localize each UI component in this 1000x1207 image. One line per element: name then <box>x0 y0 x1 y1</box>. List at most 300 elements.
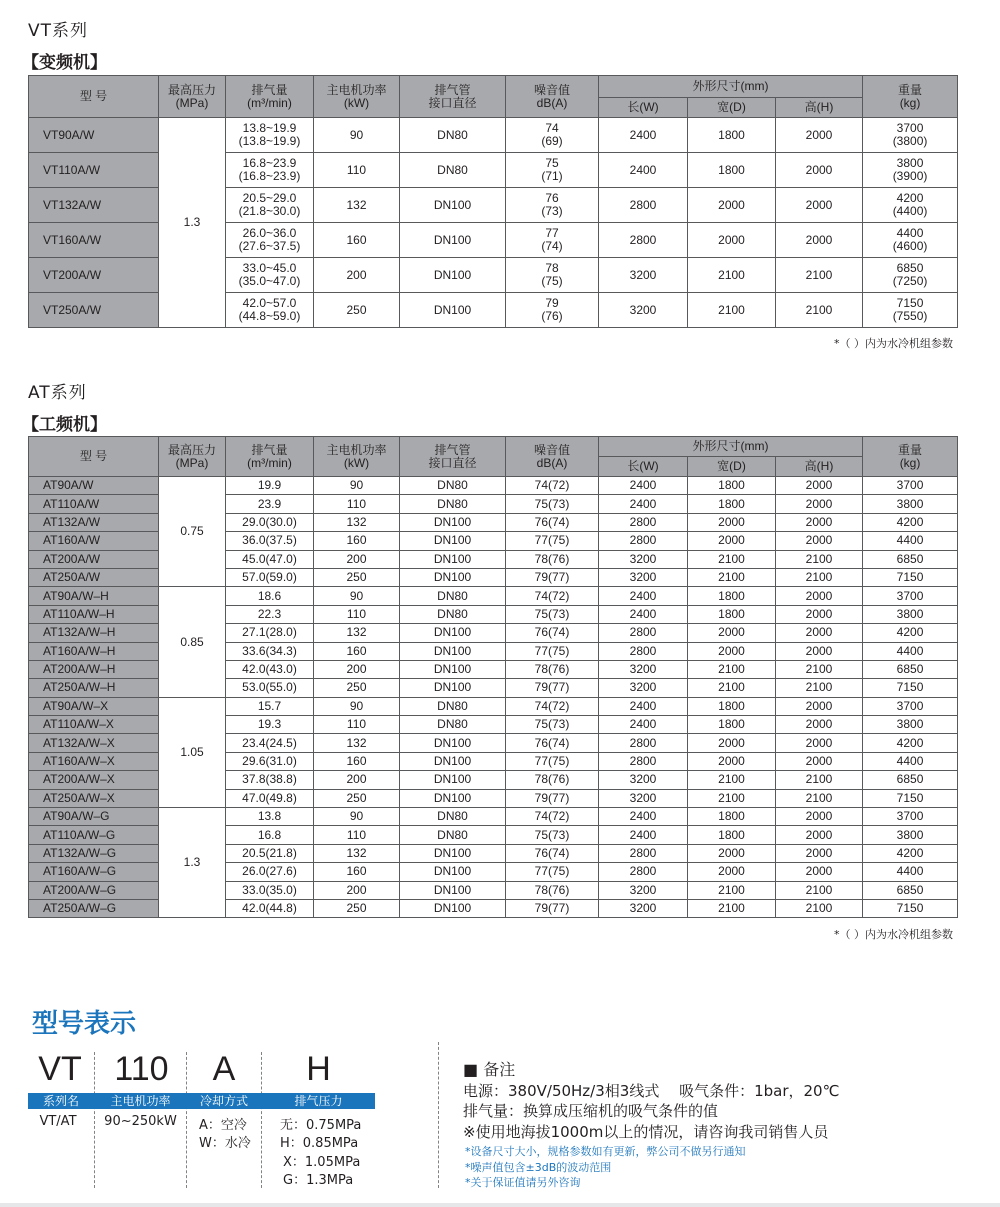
weight-cell: 3800 (3900) <box>863 153 958 188</box>
flow-cell: 23.4(24.5) <box>226 734 314 752</box>
power-cell: 250 <box>314 293 400 328</box>
width-cell: 2100 <box>688 679 776 697</box>
pipe-cell: DN100 <box>400 568 506 586</box>
length-cell: 2400 <box>599 153 688 188</box>
pressure-g: G：1.3MPa <box>283 1173 354 1188</box>
length-cell: 2800 <box>599 532 688 550</box>
pipe-cell: DN100 <box>400 550 506 568</box>
weight-cell: 7150 <box>863 899 958 917</box>
height-cell: 2100 <box>776 568 863 586</box>
pipe-cell: DN100 <box>400 679 506 697</box>
pipe-cell: DN100 <box>400 863 506 881</box>
noise-cell: 76(74) <box>506 734 599 752</box>
flow-cell: 13.8~19.9 (13.8~19.9) <box>226 118 314 153</box>
header-noise: 噪音值 dB(A) <box>506 76 599 118</box>
power-cell: 132 <box>314 844 400 862</box>
height-cell: 2100 <box>776 550 863 568</box>
length-cell: 3200 <box>599 660 688 678</box>
series-value: VT/AT <box>39 1114 77 1129</box>
length-cell: 2400 <box>599 697 688 715</box>
flow-cell: 29.0(30.0) <box>226 513 314 531</box>
power-cell: 90 <box>314 808 400 826</box>
noise-cell: 75(73) <box>506 605 599 623</box>
length-cell: 2400 <box>599 605 688 623</box>
header-width: 宽(D) <box>688 457 776 477</box>
width-cell: 2000 <box>688 513 776 531</box>
noise-cell: 79 (76) <box>506 293 599 328</box>
label-series: 系列名 <box>42 1094 79 1108</box>
noise-cell: 74(72) <box>506 808 599 826</box>
width-cell: 1800 <box>688 495 776 513</box>
flow-cell: 20.5(21.8) <box>226 844 314 862</box>
power-value: 90~250kW <box>104 1114 177 1129</box>
pipe-cell: DN80 <box>400 587 506 605</box>
noise-cell: 74(72) <box>506 697 599 715</box>
length-cell: 3200 <box>599 293 688 328</box>
code-pressure: H <box>306 1050 331 1088</box>
pipe-cell: DN80 <box>400 153 506 188</box>
weight-cell: 3700 <box>863 808 958 826</box>
model-cell: AT132A/W <box>29 513 159 531</box>
power-cell: 132 <box>314 624 400 642</box>
height-cell: 2000 <box>776 808 863 826</box>
flow-cell: 22.3 <box>226 605 314 623</box>
pipe-cell: DN100 <box>400 513 506 531</box>
noise-cell: 78 (75) <box>506 258 599 293</box>
width-cell: 2100 <box>688 550 776 568</box>
power-cell: 90 <box>314 477 400 495</box>
pipe-cell: DN100 <box>400 899 506 917</box>
width-cell: 2100 <box>688 789 776 807</box>
width-cell: 1800 <box>688 808 776 826</box>
model-cell: AT250A/W <box>29 568 159 586</box>
at-spec-table <box>28 436 958 918</box>
noise-cell: 79(77) <box>506 568 599 586</box>
model-cell: AT160A/W–H <box>29 642 159 660</box>
length-cell: 3200 <box>599 789 688 807</box>
pipe-cell: DN100 <box>400 188 506 223</box>
height-cell: 2000 <box>776 495 863 513</box>
length-cell: 2800 <box>599 513 688 531</box>
pipe-cell: DN80 <box>400 697 506 715</box>
model-cell: AT110A/W–G <box>29 826 159 844</box>
pressure-cell: 1.3 <box>159 808 226 918</box>
pressure-cell: 1.3 <box>159 118 226 328</box>
length-cell: 2400 <box>599 495 688 513</box>
power-cell: 132 <box>314 188 400 223</box>
code-series: VT <box>38 1050 82 1088</box>
header-height: 高(H) <box>776 98 863 118</box>
height-cell: 2100 <box>776 771 863 789</box>
power-cell: 90 <box>314 587 400 605</box>
noise-cell: 76(74) <box>506 624 599 642</box>
power-cell: 160 <box>314 863 400 881</box>
header-weight: 重量 (kg) <box>863 437 958 477</box>
height-cell: 2000 <box>776 587 863 605</box>
noise-cell: 78(76) <box>506 881 599 899</box>
pipe-cell: DN80 <box>400 477 506 495</box>
width-cell: 2100 <box>688 899 776 917</box>
width-cell: 1800 <box>688 587 776 605</box>
width-cell: 2100 <box>688 293 776 328</box>
model-cell: AT110A/W–H <box>29 605 159 623</box>
flow-cell: 29.6(31.0) <box>226 752 314 770</box>
weight-cell: 6850 <box>863 881 958 899</box>
flow-cell: 18.6 <box>226 587 314 605</box>
header-model: 型 号 <box>29 437 159 477</box>
model-cell: VT200A/W <box>29 258 159 293</box>
noise-cell: 79(77) <box>506 789 599 807</box>
pipe-cell: DN80 <box>400 118 506 153</box>
height-cell: 2100 <box>776 660 863 678</box>
height-cell: 2000 <box>776 223 863 258</box>
pipe-cell: DN80 <box>400 808 506 826</box>
weight-cell: 4200 <box>863 513 958 531</box>
pipe-cell: DN100 <box>400 881 506 899</box>
length-cell: 3200 <box>599 881 688 899</box>
header-width: 宽(D) <box>688 98 776 118</box>
noise-cell: 76(74) <box>506 513 599 531</box>
length-cell: 2400 <box>599 716 688 734</box>
pressure-cell: 0.75 <box>159 477 226 587</box>
length-cell: 2400 <box>599 826 688 844</box>
header-weight: 重量 (kg) <box>863 76 958 118</box>
length-cell: 2800 <box>599 624 688 642</box>
power-cell: 110 <box>314 605 400 623</box>
length-cell: 2400 <box>599 477 688 495</box>
flow-cell: 42.0(43.0) <box>226 660 314 678</box>
weight-cell: 3800 <box>863 716 958 734</box>
length-cell: 2800 <box>599 642 688 660</box>
model-cell: AT90A/W–X <box>29 697 159 715</box>
length-cell: 3200 <box>599 258 688 293</box>
height-cell: 2000 <box>776 153 863 188</box>
note-altitude: ※使用地海拔1000m以上的情况，请咨询我司销售人员 <box>463 1123 829 1141</box>
height-cell: 2000 <box>776 513 863 531</box>
power-cell: 90 <box>314 697 400 715</box>
divider <box>186 1052 187 1188</box>
label-cooling: 冷却方式 <box>199 1094 248 1108</box>
table-row <box>29 118 958 153</box>
flow-cell: 33.0~45.0 (35.0~47.0) <box>226 258 314 293</box>
noise-cell: 77(75) <box>506 642 599 660</box>
power-cell: 110 <box>314 716 400 734</box>
noise-cell: 75(73) <box>506 495 599 513</box>
noise-cell: 75(73) <box>506 716 599 734</box>
flow-cell: 16.8~23.9 (16.8~23.9) <box>226 153 314 188</box>
flow-cell: 13.8 <box>226 808 314 826</box>
table-row <box>29 477 958 495</box>
height-cell: 2100 <box>776 293 863 328</box>
pipe-cell: DN100 <box>400 752 506 770</box>
pipe-cell: DN100 <box>400 734 506 752</box>
legend-heading: 型号表示 <box>32 1009 137 1039</box>
model-cell: VT250A/W <box>29 293 159 328</box>
label-pressure: 排气压力 <box>294 1094 343 1108</box>
power-cell: 250 <box>314 568 400 586</box>
model-cell: AT250A/W–H <box>29 679 159 697</box>
noise-cell: 74(72) <box>506 587 599 605</box>
width-cell: 1800 <box>688 118 776 153</box>
pipe-cell: DN100 <box>400 258 506 293</box>
model-cell: VT132A/W <box>29 188 159 223</box>
table-row <box>29 697 958 715</box>
pipe-cell: DN100 <box>400 293 506 328</box>
power-cell: 132 <box>314 513 400 531</box>
flow-cell: 57.0(59.0) <box>226 568 314 586</box>
weight-cell: 4200 <box>863 624 958 642</box>
weight-cell: 7150 <box>863 568 958 586</box>
height-cell: 2000 <box>776 532 863 550</box>
power-cell: 132 <box>314 734 400 752</box>
noise-cell: 78(76) <box>506 660 599 678</box>
header-power: 主电机功率 (kW) <box>314 437 400 477</box>
height-cell: 2100 <box>776 258 863 293</box>
flow-cell: 16.8 <box>226 826 314 844</box>
weight-cell: 4200 <box>863 734 958 752</box>
weight-cell: 3800 <box>863 826 958 844</box>
width-cell: 1800 <box>688 477 776 495</box>
weight-cell: 3700 <box>863 587 958 605</box>
length-cell: 2800 <box>599 752 688 770</box>
width-cell: 1800 <box>688 153 776 188</box>
height-cell: 2000 <box>776 752 863 770</box>
table-row <box>29 808 958 826</box>
vt-footnote: *（ ）内为水冷机组参数 <box>834 337 953 350</box>
notes-title: ■ 备注 <box>463 1060 516 1079</box>
header-height: 高(H) <box>776 457 863 477</box>
noise-cell: 75(73) <box>506 826 599 844</box>
weight-cell: 4400 (4600) <box>863 223 958 258</box>
flow-cell: 36.0(37.5) <box>226 532 314 550</box>
height-cell: 2100 <box>776 881 863 899</box>
model-cell: AT132A/W–H <box>29 624 159 642</box>
width-cell: 2000 <box>688 734 776 752</box>
height-cell: 2000 <box>776 642 863 660</box>
height-cell: 2000 <box>776 188 863 223</box>
power-cell: 250 <box>314 789 400 807</box>
power-cell: 160 <box>314 642 400 660</box>
header-length: 长(W) <box>599 98 688 118</box>
flow-cell: 15.7 <box>226 697 314 715</box>
length-cell: 2800 <box>599 734 688 752</box>
noise-cell: 79(77) <box>506 679 599 697</box>
flow-cell: 33.6(34.3) <box>226 642 314 660</box>
weight-cell: 7150 <box>863 679 958 697</box>
power-cell: 110 <box>314 826 400 844</box>
weight-cell: 3800 <box>863 495 958 513</box>
weight-cell: 3700 <box>863 697 958 715</box>
weight-cell: 3700 <box>863 477 958 495</box>
power-cell: 160 <box>314 223 400 258</box>
note-power: 电源：380V/50Hz/3相3线式 吸气条件：1bar，20℃ <box>463 1082 840 1100</box>
note-small-3: *关于保证值请另外咨询 <box>465 1176 581 1189</box>
weight-cell: 4400 <box>863 532 958 550</box>
noise-cell: 74 (69) <box>506 118 599 153</box>
model-cell: AT110A/W–X <box>29 716 159 734</box>
width-cell: 2000 <box>688 223 776 258</box>
width-cell: 1800 <box>688 826 776 844</box>
pipe-cell: DN100 <box>400 532 506 550</box>
notes-separator <box>438 1042 439 1188</box>
weight-cell: 4400 <box>863 863 958 881</box>
flow-cell: 26.0~36.0 (27.6~37.5) <box>226 223 314 258</box>
header-dimensions: 外形尺寸(mm) <box>599 437 863 457</box>
pipe-cell: DN100 <box>400 642 506 660</box>
length-cell: 3200 <box>599 550 688 568</box>
height-cell: 2100 <box>776 899 863 917</box>
height-cell: 2000 <box>776 844 863 862</box>
weight-cell: 3800 <box>863 605 958 623</box>
power-cell: 160 <box>314 752 400 770</box>
width-cell: 2000 <box>688 863 776 881</box>
model-cell: AT132A/W–G <box>29 844 159 862</box>
width-cell: 2000 <box>688 752 776 770</box>
power-cell: 110 <box>314 495 400 513</box>
code-cooling: A <box>212 1050 236 1088</box>
length-cell: 2400 <box>599 118 688 153</box>
height-cell: 2100 <box>776 789 863 807</box>
label-power: 主电机功率 <box>110 1094 171 1108</box>
model-cell: AT200A/W–X <box>29 771 159 789</box>
header-pipe: 排气管 接口直径 <box>400 437 506 477</box>
cooling-air: A：空冷 <box>199 1118 247 1133</box>
pressure-x: X：1.05MPa <box>283 1155 361 1170</box>
length-cell: 2400 <box>599 808 688 826</box>
flow-cell: 19.3 <box>226 716 314 734</box>
model-cell: AT200A/W–H <box>29 660 159 678</box>
divider <box>261 1052 262 1188</box>
model-cell: AT90A/W <box>29 477 159 495</box>
pipe-cell: DN80 <box>400 716 506 734</box>
length-cell: 2800 <box>599 188 688 223</box>
power-cell: 200 <box>314 660 400 678</box>
noise-cell: 75 (71) <box>506 153 599 188</box>
header-flow: 排气量 (m³/min) <box>226 76 314 118</box>
at-footnote: *（ ）内为水冷机组参数 <box>834 928 953 941</box>
weight-cell: 4400 <box>863 752 958 770</box>
noise-cell: 77(75) <box>506 863 599 881</box>
model-cell: AT250A/W–G <box>29 899 159 917</box>
model-cell: VT110A/W <box>29 153 159 188</box>
weight-cell: 7150 (7550) <box>863 293 958 328</box>
model-cell: AT110A/W <box>29 495 159 513</box>
width-cell: 1800 <box>688 697 776 715</box>
length-cell: 2800 <box>599 223 688 258</box>
flow-cell: 27.1(28.0) <box>226 624 314 642</box>
length-cell: 3200 <box>599 568 688 586</box>
height-cell: 2000 <box>776 734 863 752</box>
height-cell: 2000 <box>776 716 863 734</box>
weight-cell: 3700 (3800) <box>863 118 958 153</box>
height-cell: 2000 <box>776 605 863 623</box>
pipe-cell: DN100 <box>400 624 506 642</box>
length-cell: 3200 <box>599 679 688 697</box>
length-cell: 2800 <box>599 844 688 862</box>
pipe-cell: DN80 <box>400 605 506 623</box>
flow-cell: 42.0~57.0 (44.8~59.0) <box>226 293 314 328</box>
header-pressure: 最高压力 (MPa) <box>159 437 226 477</box>
bottom-band <box>0 1203 1000 1207</box>
vt-subtitle: 【变频机】 <box>22 53 107 73</box>
weight-cell: 6850 <box>863 550 958 568</box>
note-flow: 排气量：换算成压缩机的吸气条件的值 <box>463 1102 719 1120</box>
model-cell: AT90A/W–G <box>29 808 159 826</box>
model-cell: AT132A/W–X <box>29 734 159 752</box>
model-cell: VT160A/W <box>29 223 159 258</box>
model-cell: AT200A/W–G <box>29 881 159 899</box>
flow-cell: 33.0(35.0) <box>226 881 314 899</box>
header-pipe: 排气管 接口直径 <box>400 76 506 118</box>
height-cell: 2000 <box>776 477 863 495</box>
noise-cell: 74(72) <box>506 477 599 495</box>
width-cell: 1800 <box>688 605 776 623</box>
at-subtitle: 【工频机】 <box>22 415 107 435</box>
model-cell: AT160A/W–X <box>29 752 159 770</box>
model-cell: AT250A/W–X <box>29 789 159 807</box>
width-cell: 2000 <box>688 532 776 550</box>
weight-cell: 7150 <box>863 789 958 807</box>
model-cell: AT200A/W <box>29 550 159 568</box>
flow-cell: 45.0(47.0) <box>226 550 314 568</box>
width-cell: 2100 <box>688 771 776 789</box>
pressure-none: 无：0.75MPa <box>280 1118 362 1133</box>
flow-cell: 20.5~29.0 (21.8~30.0) <box>226 188 314 223</box>
flow-cell: 19.9 <box>226 477 314 495</box>
width-cell: 2000 <box>688 188 776 223</box>
weight-cell: 6850 <box>863 660 958 678</box>
width-cell: 1800 <box>688 716 776 734</box>
pressure-cell: 1.05 <box>159 697 226 807</box>
noise-cell: 77 (74) <box>506 223 599 258</box>
noise-cell: 77(75) <box>506 532 599 550</box>
noise-cell: 77(75) <box>506 752 599 770</box>
power-cell: 90 <box>314 118 400 153</box>
model-cell: AT90A/W–H <box>29 587 159 605</box>
power-cell: 200 <box>314 771 400 789</box>
noise-cell: 76(74) <box>506 844 599 862</box>
pressure-h: H：0.85MPa <box>280 1136 359 1151</box>
header-pressure: 最高压力 (MPa) <box>159 76 226 118</box>
note-small-1: *设备尺寸大小，规格参数如有更新，弊公司不做另行通知 <box>465 1145 746 1158</box>
power-cell: 200 <box>314 258 400 293</box>
width-cell: 2100 <box>688 258 776 293</box>
width-cell: 2000 <box>688 642 776 660</box>
vt-spec-table <box>28 75 958 328</box>
note-small-2: *噪声值包含±3dB的波动范围 <box>465 1161 612 1174</box>
width-cell: 2100 <box>688 881 776 899</box>
flow-cell: 23.9 <box>226 495 314 513</box>
noise-cell: 78(76) <box>506 771 599 789</box>
header-power: 主电机功率 (kW) <box>314 76 400 118</box>
pipe-cell: DN100 <box>400 789 506 807</box>
power-cell: 250 <box>314 679 400 697</box>
model-cell: AT160A/W–G <box>29 863 159 881</box>
width-cell: 2100 <box>688 568 776 586</box>
header-dimensions: 外形尺寸(mm) <box>599 76 863 98</box>
height-cell: 2000 <box>776 863 863 881</box>
at-series-title: AT系列 <box>28 383 87 403</box>
model-cell: VT90A/W <box>29 118 159 153</box>
pipe-cell: DN80 <box>400 826 506 844</box>
flow-cell: 47.0(49.8) <box>226 789 314 807</box>
height-cell: 2000 <box>776 697 863 715</box>
flow-cell: 37.8(38.8) <box>226 771 314 789</box>
header-model: 型 号 <box>29 76 159 118</box>
width-cell: 2000 <box>688 844 776 862</box>
height-cell: 2000 <box>776 624 863 642</box>
code-power: 110 <box>114 1050 169 1088</box>
